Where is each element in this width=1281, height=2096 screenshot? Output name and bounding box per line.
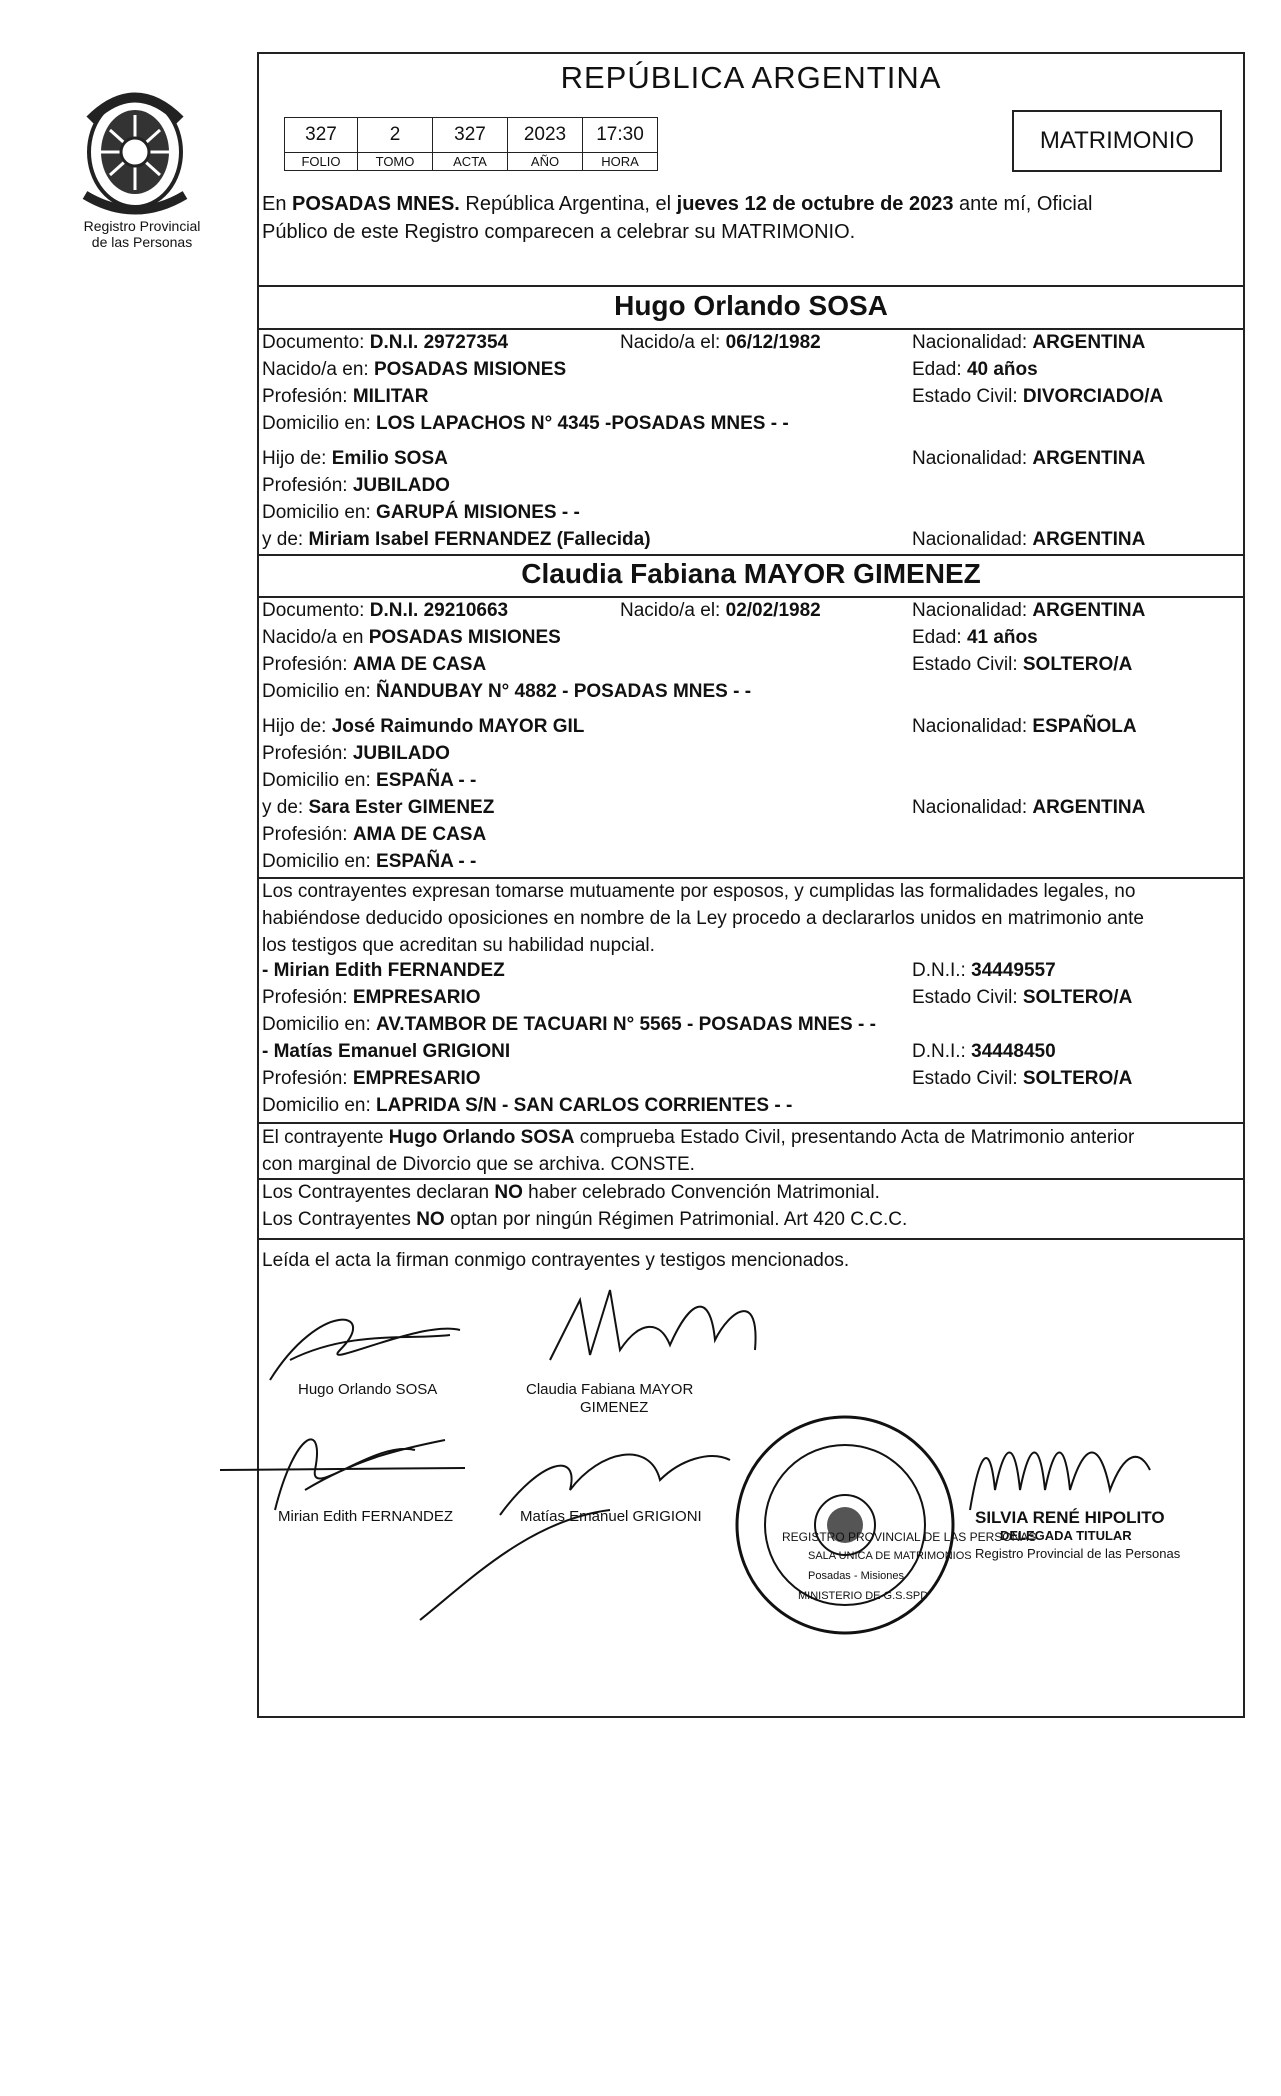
- witness2-name: - Matías Emanuel GRIGIONI: [262, 1041, 511, 1062]
- spouse2-nationality: Nacionalidad: ARGENTINA: [912, 600, 1146, 621]
- spouse2-civil-status: Estado Civil: SOLTERO/A: [912, 654, 1133, 675]
- seal-city: Posadas - Misiones: [808, 1570, 904, 1582]
- intro-paragraph: En POSADAS MNES. República Argentina, el jueves 12 de octubre de 2023 ante mí, Oficial Público de este Registro comparecen a celebrar su MATRIMONIO.: [262, 190, 1242, 246]
- spouse2-name: Claudia Fabiana MAYOR GIMENEZ: [521, 558, 981, 589]
- spouse1-birthplace: Nacido/a en: POSADAS MISIONES: [262, 359, 567, 380]
- spouse1-father-nationality: Nacionalidad: ARGENTINA: [912, 448, 1146, 469]
- declaration-paragraph: Los contrayentes expresan tomarse mutuamente por esposos, y cumplidas las formalidades legales, no habiéndose deducido oposiciones en nombre de la Ley procedo a declararlos unidos en matrimonio ante los testigos que acreditan su habilidad nupcial.: [262, 881, 1144, 956]
- coat-of-arms-icon: [70, 80, 200, 220]
- signature-claudia-mayor: [540, 1280, 780, 1390]
- spouse2-mother-profession: Profesión: AMA DE CASA: [262, 824, 487, 845]
- official-role: DELEGADA TITULAR: [1000, 1528, 1132, 1543]
- spouse1-nationality: Nacionalidad: ARGENTINA: [912, 332, 1146, 353]
- acta-value: 327: [433, 118, 508, 153]
- signature-caption-4: Matías Emanuel GRIGIONI: [520, 1508, 702, 1525]
- official-name: SILVIA RENÉ HIPOLITO: [975, 1508, 1165, 1527]
- witness2-profession: Profesión: EMPRESARIO: [262, 1068, 481, 1089]
- spouse1-profession: Profesión: MILITAR: [262, 386, 429, 407]
- folio-value: 327: [285, 118, 358, 153]
- acta-label: ACTA: [433, 153, 508, 171]
- anio-value: 2023: [508, 118, 583, 153]
- witness2-civil-status: Estado Civil: SOLTERO/A: [912, 1068, 1133, 1089]
- seal-inner: SALA UNICA DE MATRIMONIOS: [808, 1550, 972, 1562]
- signature-flourish: [410, 1500, 630, 1630]
- divider: [257, 1238, 1245, 1240]
- hora-value: 17:30: [583, 118, 658, 153]
- regime-statement: Los Contrayentes NO optan por ningún Régimen Patrimonial. Art 420 C.C.C.: [262, 1209, 908, 1230]
- spouse1-name: Hugo Orlando SOSA: [614, 290, 888, 321]
- spouse2-father-profession: Profesión: JUBILADO: [262, 743, 450, 764]
- record-table: [284, 117, 658, 171]
- tomo-value: 2: [358, 118, 433, 153]
- spouse1-age: Edad: 40 años: [912, 359, 1038, 380]
- spouse1-address: Domicilio en: LOS LAPACHOS N° 4345 -POSADAS MNES - -: [262, 413, 789, 434]
- official-seal-icon: [730, 1410, 960, 1640]
- logo-caption: [62, 218, 222, 250]
- spouse2-mother: y de: Sara Ester GIMENEZ: [262, 797, 495, 818]
- seal-text: REGISTRO PROVINCIAL DE LAS PERSONAS: [782, 1530, 1037, 1544]
- hora-label: HORA: [583, 153, 658, 171]
- spouse2-document: Documento: D.N.I. 29210663: [262, 600, 509, 621]
- signature-caption-2b: GIMENEZ: [580, 1399, 649, 1416]
- signature-caption-1: Hugo Orlando SOSA: [298, 1381, 438, 1398]
- spouse2-address: Domicilio en: ÑANDUBAY N° 4882 - POSADAS MNES - -: [262, 681, 752, 702]
- anio-label: AÑO: [508, 153, 583, 171]
- intro-line2: Público de este Registro comparecen a celebrar su MATRIMONIO.: [262, 221, 856, 243]
- witness1-civil-status: Estado Civil: SOLTERO/A: [912, 987, 1133, 1008]
- spouse1-mother: y de: Miriam Isabel FERNANDEZ (Fallecida): [262, 529, 651, 550]
- signature-hugo-sosa: [260, 1290, 480, 1390]
- spouse2-father-nationality: Nacionalidad: ESPAÑOLA: [912, 716, 1137, 737]
- spouse1-civil-status: Estado Civil: DIVORCIADO/A: [912, 386, 1164, 407]
- signature-official: [960, 1410, 1160, 1520]
- spouse1-document: Documento: D.N.I. 29727354: [262, 332, 509, 353]
- spouse2-mother-nationality: Nacionalidad: ARGENTINA: [912, 797, 1146, 818]
- closing-statement: Leída el acta la firman conmigo contrayentes y testigos mencionados.: [262, 1250, 850, 1271]
- spouse2-mother-address: Domicilio en: ESPAÑA - -: [262, 851, 477, 872]
- act-type-box: MATRIMONIO: [1012, 110, 1222, 172]
- witness1-dni: D.N.I.: 34449557: [912, 960, 1056, 981]
- civil-status-note: El contrayente Hugo Orlando SOSA comprueba Estado Civil, presentando Acta de Matrimonio anterior con marginal de Divorcio que se archiva. CONSTE.: [262, 1127, 1135, 1175]
- divider: [257, 554, 1245, 556]
- spouse1-mother-nationality: Nacionalidad: ARGENTINA: [912, 529, 1146, 550]
- witness2-dni: D.N.I.: 34448450: [912, 1041, 1056, 1062]
- spouse2-father-address: Domicilio en: ESPAÑA - -: [262, 770, 477, 791]
- spouse1-father-address: Domicilio en: GARUPÁ MISIONES - -: [262, 502, 580, 523]
- witness1-address: Domicilio en: AV.TAMBOR DE TACUARI N° 5565 - POSADAS MNES - -: [262, 1014, 876, 1035]
- spouse1-birthdate: Nacido/a el: 06/12/1982: [620, 332, 821, 353]
- intro-place: POSADAS MNES.: [292, 193, 460, 215]
- logo-caption-line1: Registro Provincial: [83, 218, 201, 234]
- spouse2-father: Hijo de: José Raimundo MAYOR GIL: [262, 716, 585, 737]
- tomo-label: TOMO: [358, 153, 433, 171]
- spouse2-birthplace: Nacido/a en POSADAS MISIONES: [262, 627, 561, 648]
- folio-label: FOLIO: [285, 153, 358, 171]
- witness2-address: Domicilio en: LAPRIDA S/N - SAN CARLOS CORRIENTES - -: [262, 1095, 793, 1116]
- spouse2-birthdate: Nacido/a el: 02/02/1982: [620, 600, 821, 621]
- spouse2-profession: Profesión: AMA DE CASA: [262, 654, 487, 675]
- signature-caption-2a: Claudia Fabiana MAYOR: [526, 1381, 694, 1398]
- official-office: Registro Provincial de las Personas: [975, 1546, 1181, 1561]
- spouse1-father-profession: Profesión: JUBILADO: [262, 475, 450, 496]
- seal-ministry: MINISTERIO DE G.S.SPD: [798, 1590, 929, 1602]
- witness1-name: - Mirian Edith FERNANDEZ: [262, 960, 505, 981]
- signature-caption-3: Mirian Edith FERNANDEZ: [278, 1508, 454, 1525]
- intro-date: jueves 12 de octubre de 2023: [676, 193, 954, 215]
- spouse2-age: Edad: 41 años: [912, 627, 1038, 648]
- witness1-profession: Profesión: EMPRESARIO: [262, 987, 481, 1008]
- document-title: REPÚBLICA ARGENTINA: [560, 60, 942, 95]
- logo-caption-line2: de las Personas: [91, 234, 193, 250]
- spouse1-father: Hijo de: Emilio SOSA: [262, 448, 448, 469]
- convention-statement: Los Contrayentes declaran NO haber celebrado Convención Matrimonial.: [262, 1182, 880, 1203]
- divider: [257, 285, 1245, 287]
